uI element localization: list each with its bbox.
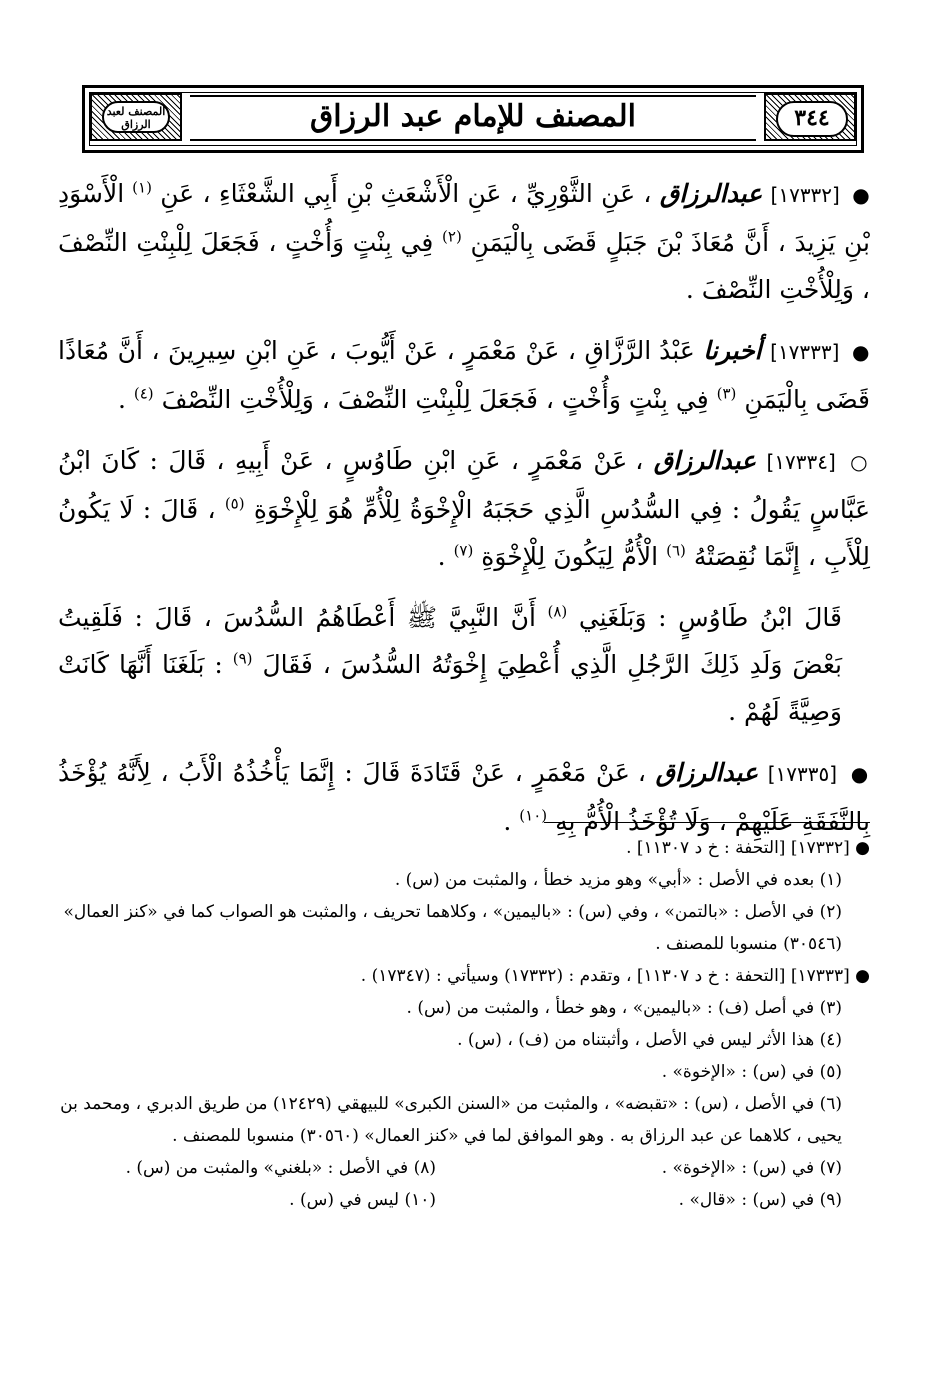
report-text: قَالَ ابْنُ طَاوُسٍ : وَبَلَغَنِي: [578, 603, 843, 632]
hadith-text: .: [117, 385, 126, 414]
footnote-row: [58, 1152, 870, 1184]
emblem-box: [90, 93, 182, 141]
hadith-text: .: [503, 807, 512, 836]
page-number: ٣٤٤: [776, 101, 848, 137]
hadith-17332: [58, 170, 870, 313]
footnote-ref: (٣): [716, 384, 737, 403]
takhrij-17332: ● [١٧٣٣٢] [التحفة : خ د ١١٣٠٧] .: [626, 838, 870, 858]
footnote-7: (٧) في (س) : «الإخوة» .: [661, 1158, 842, 1178]
hadith-marker: ●: [852, 183, 871, 207]
narrator: عبدالرزاق: [655, 758, 758, 787]
hadith-text: ، قَالَ : لَا يَكُونُ لِلْأَبِ ، إِنَّمَا نُقِصَتْهُ: [58, 495, 870, 571]
hadith-text: فِي بِنْتٍ وَأُخْتٍ ، فَجَعَلَ لِلْبِنْتِ النِّصْفَ ، وَلِلْأُخْتِ النِّصْفَ .: [58, 228, 870, 304]
footnote-10: (١٠) ليس في (س) .: [289, 1190, 436, 1210]
footnote-9: (٩) في (س) : «قال» .: [678, 1190, 842, 1210]
hadith-text: .: [437, 542, 446, 571]
footnote-ref: (٥): [224, 494, 245, 513]
ibn-tawus-report: [58, 594, 870, 735]
footnote-5: (٥) في (س) : «الإخوة» .: [661, 1062, 842, 1082]
narrator: عبدالرزاق: [659, 179, 763, 208]
footnote-6: (٦) في الأصل ، (س) : «تقبضه» ، والمثبت من «السنن الكبرى» للبيهقي (١٢٤٢٩) من طريق الدبري ، ومحمد بن يحيى ، كلاهما عن عبد الرزاق به . وهو الموافق لما في «كنز العمال» (٣٠٥٦٠) منسوبا للمصنف .: [60, 1094, 842, 1146]
hadith-17335: [58, 749, 870, 845]
hadith-marker: ●: [850, 762, 870, 786]
footnote-ref: (٩): [232, 649, 253, 668]
footnote-8: (٨) في الأصل : «بلغني» والمثبت من (س) .: [125, 1158, 436, 1178]
page-number-box: [764, 93, 856, 141]
footnote-ref: (١): [132, 178, 152, 197]
hadith-text: عَبْدُ الرَّزَّاقِ ، عَنْ مَعْمَرٍ ، عَنْ أَيُّوبَ ، عَنِ ابْنِ سِيرِينَ ، أَنَّ مُعَاذًا قَضَى بِالْيَمَنِ: [58, 336, 870, 414]
footnote-row: [58, 1184, 870, 1216]
narrator: أخبرنا: [703, 336, 762, 365]
hadith-number: [١٧٣٣٢]: [770, 183, 840, 207]
footnote-separator: [544, 822, 870, 823]
footnote-ref: (٢): [442, 227, 462, 246]
footnote-ref: (٨): [547, 602, 568, 621]
hadith-17333: [58, 327, 870, 423]
footnote-1: (١) بعده في الأصل : «أبي» وهو مزيد خطأ ، والمثبت من (س) .: [394, 870, 842, 890]
hadith-text: الْأُمُّ لِيَكُونَ لِلْإِخْوَةِ: [481, 542, 659, 571]
report-text: أَنَّ النَّبِيَّ ﷺ أَعْطَاهُمُ السُّدُسَ ، قَالَ : فَلَقِيتُ بَعْضَ وَلَدِ ذَلِكَ الرَّجُلِ الَّذِي أُعْطِيَ إِخْوَتُهُ السُّدُسَ ، فَقَالَ: [58, 603, 843, 679]
footnote-4: (٤) هذا الأثر ليس في الأصل ، وأثبتناه من (ف) ، (س) .: [457, 1030, 842, 1050]
footnotes: [58, 832, 870, 1216]
hadith-marker: ○: [850, 450, 871, 474]
hadith-text: ، عَنِ الثَّوْرِيِّ ، عَنِ الْأَشْعَثِ بْنِ أَبِي الشَّعْثَاءِ ، عَنِ: [160, 179, 652, 208]
takhrij-17333: ● [١٧٣٣٣] [التحفة : خ د ١١٣٠٧] ، وتقدم : (١٧٣٣٢) وسيأتي : (١٧٣٤٧) .: [360, 966, 870, 986]
hadith-text: ، عَنْ مَعْمَرٍ ، عَنْ قَتَادَةَ قَالَ : إِنَّمَا يَأْخُذُهُ الْأَبُ ، لِأَنَّهُ يُؤْخَذُ بِالنَّفَقَةِ عَلَيْهِمْ ، وَلَا تُؤْخَذُ الْأُمُّ بِهِ: [58, 758, 870, 836]
footnote-ref: (٦): [666, 541, 686, 560]
footnote-2: (٢) في الأصل : «بالتمن» ، وفي (س) : «باليمين» ، وكلاهما تحريف ، والمثبت هو الصواب كما في «كنز العمال» (٣٠٥٤٦) منسوبا للمصنف .: [63, 902, 842, 954]
main-text: [58, 170, 870, 845]
hadith-17334: [58, 437, 870, 580]
footnote-3: (٣) في أصل (ف) : «باليمين» ، وهو خطأ ، والمثبت من (س) .: [406, 998, 842, 1018]
hadith-marker: ●: [851, 340, 870, 364]
hadith-number: [١٧٣٣٣]: [770, 340, 840, 364]
emblem-text: المصنف لعبد الرزاق: [102, 101, 170, 133]
hadith-text: ، عَنْ مَعْمَرٍ ، عَنِ ابْنِ طَاوُسٍ ، عَنْ أَبِيهِ ، قَالَ : كَانَ ابْنُ عَبَّاسٍ يَقُولُ : فِي السُّدُسِ الَّذِي حَجَبَهُ الْإِخْوَةُ لِلْأُمِّ هُوَ لِلْإِخْوَةِ: [58, 446, 870, 524]
footnote-ref: (١٠): [519, 806, 548, 825]
footnote-ref: (٧): [453, 541, 474, 560]
footnote-ref: (٤): [133, 384, 154, 403]
hadith-number: [١٧٣٣٥]: [767, 762, 838, 786]
page-header: [82, 85, 864, 153]
hadith-text: فِي بِنْتٍ وَأُخْتٍ ، فَجَعَلَ لِلْبِنْتِ النِّصْفَ ، وَلِلْأُخْتِ النِّصْفَ: [161, 385, 709, 414]
narrator: عبدالرزاق: [653, 446, 757, 475]
book-title: المصنف للإمام عبد الرزاق: [310, 99, 636, 134]
report-text: : بَلَغَنَا أَنَّهَا كَانَتْ وَصِيَّةً لَهُمْ .: [58, 650, 842, 726]
hadith-number: [١٧٣٣٤]: [766, 450, 836, 474]
hadith-text: الْأَسْوَدِ بْنِ يَزِيدَ ، أَنَّ مُعَاذَ بْنَ جَبَلٍ قَضَى بِالْيَمَنِ: [58, 179, 870, 257]
